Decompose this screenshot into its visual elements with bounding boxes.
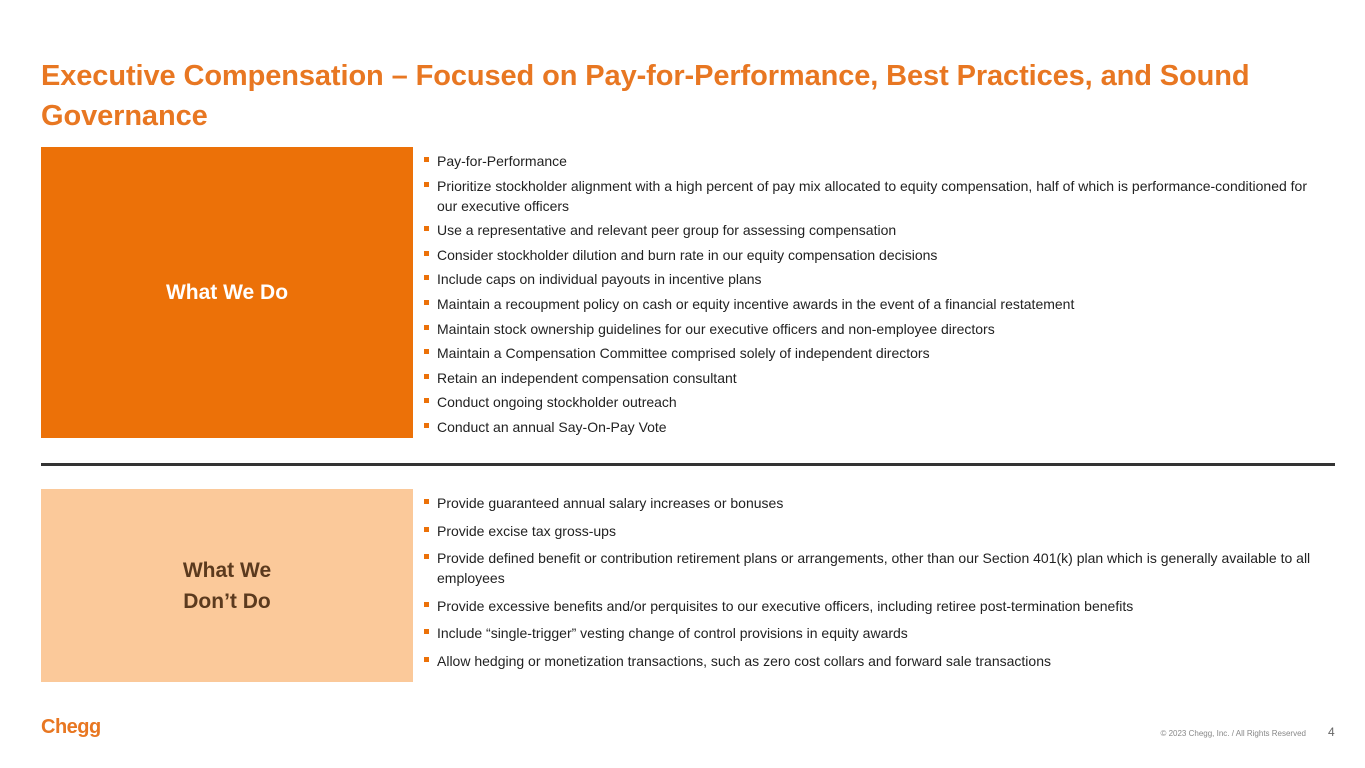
list-item: Provide excessive benefits and/or perquisites to our executive officers, including retiree post-termination benefits [423, 596, 1328, 616]
chegg-logo: Chegg [41, 716, 101, 738]
list-item: Provide excise tax gross-ups [423, 521, 1328, 541]
list-item: Pay-for-Performance [423, 151, 1328, 171]
list-item: Use a representative and relevant peer group for assessing compensation [423, 220, 1328, 240]
list-item: Provide defined benefit or contribution retirement plans or arrangements, other than our Section 401(k) plan which is generally available to all employees [423, 548, 1328, 588]
bullet-square-icon [424, 275, 429, 280]
bullet-square-icon [424, 629, 429, 634]
list-item: Include caps on individual payouts in incentive plans [423, 269, 1328, 289]
bullet-square-icon [424, 325, 429, 330]
list-item: Maintain a recoupment policy on cash or equity incentive awards in the event of a financial restatement [423, 294, 1328, 314]
list-item: Provide guaranteed annual salary increases or bonuses [423, 493, 1328, 513]
what-we-dont-do-box [41, 489, 413, 682]
list-item: Maintain a Compensation Committee comprised solely of independent directors [423, 343, 1328, 363]
bullet-square-icon [424, 657, 429, 662]
list-item: Include “single-trigger” vesting change of control provisions in equity awards [423, 623, 1328, 643]
list-item: Allow hedging or monetization transactions, such as zero cost collars and forward sale transactions [423, 651, 1328, 671]
bullet-square-icon [424, 374, 429, 379]
what-we-do-label: What We Do [165, 281, 289, 304]
bullet-square-icon [424, 398, 429, 403]
page-number: 4 [1328, 725, 1335, 739]
slide-title: Executive Compensation – Focused on Pay-for-Performance, Best Practices, and Sound Governance [41, 60, 1250, 132]
bullet-square-icon [424, 527, 429, 532]
copyright-text: © 2023 Chegg, Inc. / All Rights Reserved [1160, 729, 1306, 738]
list-item: Conduct ongoing stockholder outreach [423, 392, 1328, 412]
bullet-square-icon [424, 423, 429, 428]
bullet-square-icon [424, 182, 429, 187]
list-item: Maintain stock ownership guidelines for our executive officers and non-employee directors [423, 319, 1328, 339]
bullet-square-icon [424, 300, 429, 305]
what-we-dont-do-label: What We Don’t Do [182, 558, 272, 613]
bullet-square-icon [424, 602, 429, 607]
bullet-square-icon [424, 157, 429, 162]
bullet-square-icon [424, 499, 429, 504]
bullet-square-icon [424, 349, 429, 354]
section-divider [41, 463, 1335, 466]
what-we-do-box [41, 147, 413, 438]
list-item: Prioritize stockholder alignment with a high percent of pay mix allocated to equity compensation, half of which is performance-conditioned for our executive officers [423, 176, 1328, 216]
what-we-do-list [423, 151, 1328, 442]
list-item: Conduct an annual Say-On-Pay Vote [423, 417, 1328, 437]
what-we-dont-do-list [423, 493, 1328, 679]
bullet-square-icon [424, 226, 429, 231]
bullet-square-icon [424, 554, 429, 559]
bullet-square-icon [424, 251, 429, 256]
list-item: Retain an independent compensation consultant [423, 368, 1328, 388]
list-item: Consider stockholder dilution and burn rate in our equity compensation decisions [423, 245, 1328, 265]
